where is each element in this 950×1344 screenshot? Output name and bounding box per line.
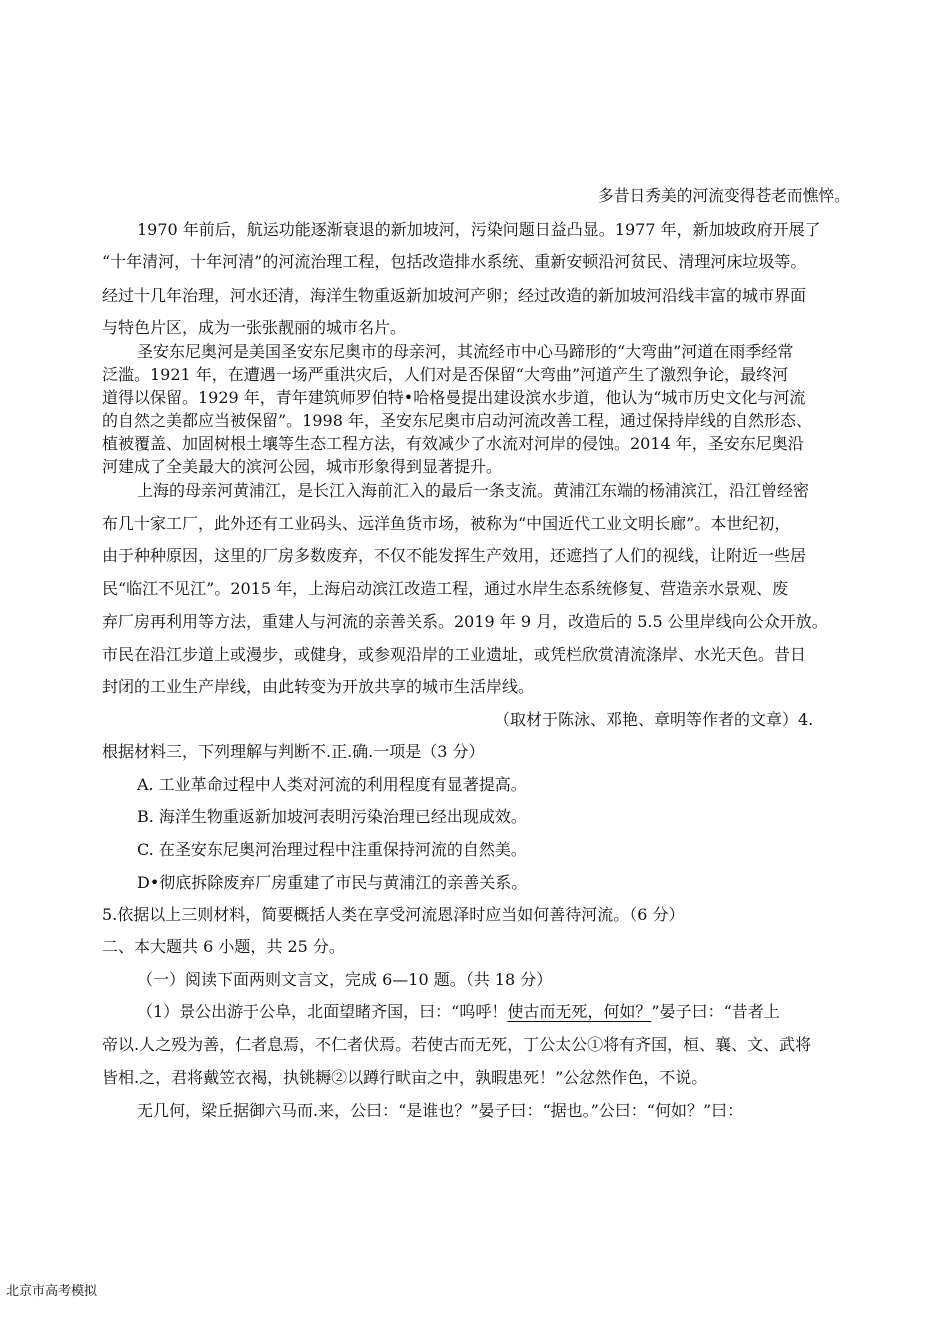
classical-text-1-part-a: （1）景公出游于公阜，北面望睹齐国，曰：“呜呼！ bbox=[137, 1002, 508, 1021]
classical-text-1-line-1 bbox=[137, 1002, 780, 1022]
para1-line-1: 1970 年前后，航运功能逐渐衰退的新加坡河，污染问题日益凸显。1977 年，新加坡政府开展了 bbox=[137, 220, 821, 239]
para2-line-6: 河建成了全美最大的滨河公园，城市形象得到显著提升。 bbox=[102, 457, 503, 476]
question-4-option-b: B. 海洋生物重返新加坡河表明污染治理已经出现成效。 bbox=[137, 807, 527, 826]
para2-line-2: 泛滥。1921 年，在遭遇一场严重洪灾后，人们对是否保留“大弯曲”河道产生了激烈争论，最终河 bbox=[102, 365, 789, 384]
section-2-subsection: （一）阅读下面两则文言文，完成 6—10 题。（共 18 分） bbox=[137, 970, 553, 989]
question-4-option-c: C. 在圣安东尼奥河治理过程中注重保持河流的自然美。 bbox=[137, 840, 527, 859]
classical-text-1-line-2: 帝以.人之殁为善，仁者息焉，不仁者伏焉。若使古而无死，丁公太公①将有齐国，桓、襄、文、武将 bbox=[102, 1035, 812, 1054]
para0-line: 多昔日秀美的河流变得苍老而憔悴。 bbox=[598, 186, 850, 205]
source-citation: （取材于陈泳、邓艳、章明等作者的文章）4. bbox=[494, 710, 814, 729]
classical-text-2-line-1: 无几何，梁丘据御六马而.来，公曰：“是谁也？”晏子曰：“据也。”公曰：“何如？”曰： bbox=[137, 1101, 744, 1120]
para3-line-2: 布几十家工厂，此外还有工业码头、远洋鱼货市场，被称为“中国近代工业文明长廊”。本世纪初， bbox=[102, 514, 791, 533]
para2-line-5: 植被覆盖、加固树根土壤等生态工程方法，有效减少了水流对河岸的侵蚀。2014 年，圣安东尼奥沿 bbox=[102, 434, 804, 453]
para3-line-4: 民“临江不见江”。2015 年，上海启动滨江改造工程，通过水岸生态系统修复、营造亲水景观、废 bbox=[102, 579, 789, 598]
classical-text-1-part-b: ”晏子曰：“昔者上 bbox=[651, 1002, 780, 1021]
para2-line-4: 的自然之美都应当被保留”。1998 年，圣安东尼奥市启动河流改善工程，通过保持岸线的自然形态、 bbox=[102, 411, 812, 430]
para1-line-2: “十年清河，十年河清”的河流治理工程，包括改造排水系统、重新安顿沿河贫民、清理河床垃圾等。 bbox=[102, 252, 807, 271]
para3-line-7: 封闭的工业生产岸线，由此转变为开放共享的城市生活岸线。 bbox=[102, 677, 535, 696]
page-footer: 北京市高考模拟 bbox=[6, 1284, 98, 1299]
para3-line-5: 弃厂房再利用等方法，重建人与河流的亲善关系。2019 年 9 月，改造后的 5.5 公里岸线向公众开放。 bbox=[102, 612, 828, 631]
para2-line-1: 圣安东尼奥河是美国圣安东尼奥市的母亲河，其流经市中心马蹄形的“大弯曲”河道在雨季经常 bbox=[137, 342, 794, 361]
para1-line-4: 与特色片区，成为一张张靓丽的城市名片。 bbox=[102, 318, 407, 337]
para3-line-3: 由于种种原因，这里的厂房多数废弃，不仅不能发挥生产效用，还遮挡了人们的视线，让附近一些居 bbox=[102, 546, 807, 565]
section-2-title: 二、本大题共 6 小题，共 25 分。 bbox=[102, 937, 345, 956]
para2-line-3: 道得以保留。1929 年，青年建筑师罗伯特•哈格曼提出建设滨水步道，他认为“城市历史文化与河流 bbox=[102, 388, 806, 407]
question-4-stem: 根据材料三，下列理解与判断不.正.确.一项是（3 分） bbox=[102, 742, 485, 761]
question-4-option-d: D•彻底拆除废弃厂房重建了市民与黄浦江的亲善关系。 bbox=[137, 873, 528, 892]
para3-line-6: 市民在沿江步道上或漫步，或健身，或参观沿岸的工业遗址，或凭栏欣赏清流涤岸、水光天色。昔日 bbox=[102, 645, 807, 664]
underlined-phrase: 使古而无死，何如？ bbox=[507, 1002, 652, 1021]
question-5: 5.依据以上三则材料，简要概括人类在享受河流恩泽时应当如何善待河流。（6 分） bbox=[102, 905, 685, 924]
classical-text-1-line-3: 皆相.之，君将戴笠衣褐，执铫耨②以蹲行畎亩之中，孰暇患死！”公忿然作色，不说。 bbox=[102, 1068, 708, 1087]
para3-line-1: 上海的母亲河黄浦江，是长江入海前汇入的最后一条支流。黄浦江东端的杨浦滨江，沿江曾经密 bbox=[137, 481, 810, 500]
question-4-option-a: A. 工业革命过程中人类对河流的利用程度有显著提高。 bbox=[137, 775, 527, 794]
para1-line-3: 经过十几年治理，河水还清，海洋生物重返新加坡河产卵；经过改造的新加坡河沿线丰富的城市界面 bbox=[102, 286, 807, 305]
